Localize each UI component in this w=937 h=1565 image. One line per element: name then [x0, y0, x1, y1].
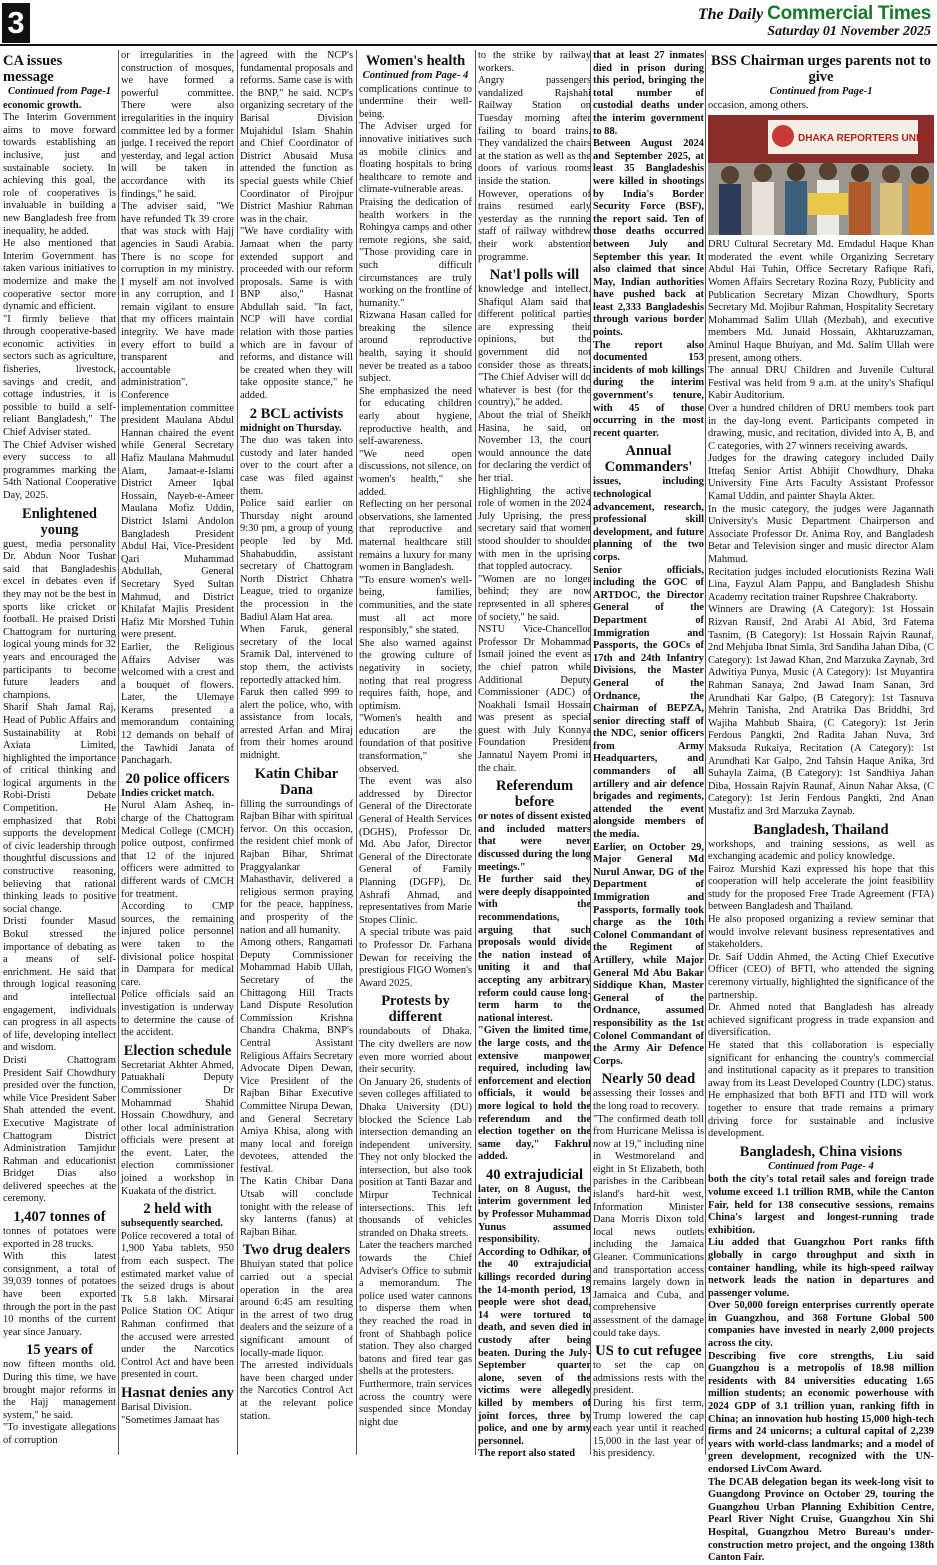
headline-bangladesh-china: Bangladesh, China visions	[739, 1143, 903, 1160]
paragraph: filling the surroundings of Rajban Bihar with spiritual fervor. On this occasion, the resident chief monk of Rajban Bihar, Shrimat Praggyalankar Mahasthavir, delivered a religious sermon praying for the peace, happiness, and prosperity of the nation and all humanity.	[240, 798, 353, 936]
column-divider	[356, 50, 357, 1455]
headline-election-schedule: Election schedule	[123, 1042, 232, 1059]
paragraph: workshops, and training sessions, as well as exchanging academic and policy knowledge.	[708, 838, 934, 863]
headline-bss-chairman: BSS Chairman urges parents not to give	[710, 53, 932, 85]
paragraph: Among others, Rangamati Deputy Commissioner Mohammad Habib Ullah, Secretary of the Chittagong Hill Tracts Land Dispute Resolution Commission Krishna Chandra Chakma, BNP's Central Assistant Religious Affairs Secretary Advocate Dipen Dewan, Vice President of the Rajban Bihar Executive Committee Nirupa Dewan, and General Secretary Amiya Khisa, along with many local and foreign devotees, attended the festival.	[240, 937, 353, 1175]
headline-protests: Protests by different	[381, 993, 450, 1026]
paragraph: The Interim Government aims to move forward towards establishing an inclusive, just and sustainable society. In achieving this goal, the role of cooperatives is invaluable in building a new Bangladesh free from inequality, he added.	[3, 112, 116, 237]
paragraph: Angry passengers vandalized Rajshahi Railway Station on Tuesday morning after failing to board trains. They vandalized the chairs at the station as well as the doors of various rooms inside the station.	[478, 75, 591, 187]
bold-section	[478, 1184, 591, 1461]
photo-banner-text: DHAKA REPORTERS UNITY	[798, 133, 932, 145]
column-7	[708, 50, 934, 1564]
paragraph: Senior officials, including the GOC of ARTDOC, the Director General of the Department of Immigration and Passports, the GOCs of 17th and 24th Infantry Divisions, the Master General of the Ordnance, the Chairman of BEPZA, senior directing staff of the NDC, senior officers from Army Headquarters, and commanders of all artillery and air defence brigades and regiments, attended the event alongside members of the media.	[593, 564, 704, 841]
paragraph: When Faruk, general secretary of the local Sramik Dal, intervened to stop them, the activists reportedly attacked him.	[240, 624, 353, 686]
paragraph: or irregularities in the construction of mosques, we have formed a powerful committee. There were also irregularities in the inquiry committee led by a former judge. I received the report yesterday, and legal action will be taken in accordance with its findings," he said.	[121, 50, 234, 200]
paragraph: Nurul Alam Asheq, in-charge of the Chattogram Medical College (CMCH) police outpost, confirmed that 12 of the injured officers were admitted to different wards of CMCH for treatment.	[121, 800, 234, 900]
paragraph: The Adviser urged for innovative initiatives such as mobile clinics and floating hospitals to bring healthcare to remote and climate-vulnerable areas.	[359, 121, 472, 196]
headline-potato-export: 1,407 tonnes of	[13, 1209, 106, 1226]
paragraph: Secretariat Akhter Ahmed, Patuakhali Deputy Commissioner Dr Mohammad Shahid Hossain Chowdhury, and other local administration officials were present at the event. Later, the election commissioner joined a workshop in Kuakata of the district.	[121, 1059, 234, 1197]
article-lead: midnight on Thursday.	[240, 422, 342, 434]
paragraph: She emphasized the need for educating children early about hygiene, reproductive health, and self-awareness.	[359, 385, 472, 448]
headline-bangladesh-thailand: Bangladesh, Thailand	[753, 821, 889, 838]
paragraph: The Katin Chibar Dana Utsab will conclude tonight with the release of sky lanterns (fanus) at Rajban Bihar.	[240, 1176, 353, 1238]
article-lead: economic growth.	[3, 99, 82, 111]
issue-date: Saturday 01 November 2025	[767, 24, 931, 39]
paragraph: Earlier, on October 29, Major General Md Nurul Anwar, DG of the Department of Immigration and Passports, formally took charge as the 10th Colonel Commandant of the Regiment of Artillery, while Major General Md Abu Bakar Siddique Khan, Master General of the Ordnance, assumed responsibility as the 1st Colonel Commandant of the Army Air Defence Corps.	[593, 841, 704, 1067]
paragraph: agreed with the NCP's fundamental proposals and reforms. Same case is with the BNP," he said. NCP's organizing secretary of the Barisal Division Mujahidul Islam Shahin and Chief Coordinator of District Abusaid Musa attended the function as special guests while Chief Coordinator of Pirojpur District Mashiur Rahman was in the chair.	[240, 50, 353, 225]
paragraph: Conference implementation committee president Maulana Abdul Hannan chaired the event while General Secretary Hafiz Maulana Mahmudul Alam, Jamaat-e-Islami District Ameer Iqbal Hossain, Nayeb-e-Ameer Maulana Mofiz Uddin, District Islami Andolon Bangladesh President Abdul Hai, Vice-President Qari Muhammad Abdullah, General Secretary Syed Sultan Mahmud, and District Khilafat Majlis President Hafiz Mir Morshed Tuhin were present.	[121, 390, 234, 641]
paragraph: to set the cap on admissions rests with the president.	[593, 1360, 704, 1397]
paragraph: The annual DRU Children and Juvenile Cultural Festival was held from 9 a.m. at the unity's Shafiqul Kabir Auditorium.	[708, 365, 934, 402]
paragraph: About the trial of Sheikh Hasina, he said, on November 13, the court would announce the date for declaring the verdict of her trial.	[478, 410, 591, 484]
paragraph: Over 50,000 foreign enterprises currently operate in Guangzhou, and 368 Fortune Global 500 companies have invested in nearly 2,000 projects across the city.	[708, 1300, 934, 1350]
paragraph: Dr. Saif Uddin Ahmed, the Acting Chief Executive Officer (CEO) of BFTI, who attended the signing ceremony virtually, highlighted the significance of the partnership.	[708, 951, 934, 1001]
column-6	[593, 50, 704, 1460]
bold-section	[708, 1174, 934, 1564]
headline-40-extrajudicial: 40 extrajudicial	[485, 1166, 584, 1183]
paragraph: guest, media personality Dr. Abdun Noor Tushar said that Bangladeshis excel in debates even if they may not be the best in sports like cricket or football. He praised Dristi Chattogram for nurturing logical young minds for 32 years and encouraged the participants to become future leaders and champions.	[3, 538, 116, 701]
paragraph: "Given the limited time, the large costs, and the extensive manpower required, including law enforcement and election officials, it would be more logical to hold the referendum and the election together on the same day," Fakhrul added.	[478, 1025, 591, 1163]
paragraph: Recitation judges included elocutionists Rezina Wali Lina, Fayzul Alam Pappu, and Bangladesh Shishu Academy recitation trainer Rupshree Chakraborty.	[708, 566, 934, 603]
paragraph: In the music category, the judges were Jagannath University's Music Department Chairperson and Associate Professor Dr. Anima Roy, and Bangladesh Betar and Television singer and music director Alam Mahmud.	[708, 503, 934, 566]
paragraph: Winners are Drawing (A Category): 1st Hossain Rizvan Rausif, 2nd Arabi Al Abid, 3rd Fatema Tasnim, (B Category): 1st Hossain Rajvin Raunaf, 2nd Mehjuba Ibnat Simla, 3rd Sandiha Jahan Diba, (C Category): 1st Jawad Khan, 2nd Marzuka Zaynab, 3rd Adwitiya Punya, Music (A Category): 1st Muyantira Rahman Sanaya, 2nd Jawad Inam Sanan, 3rd Arundhati Kar Galpo, (B Category): 1st Tasnuva Mehrin Tanisha, 2nd Aratrika Das Briddhi, 3rd Wajiha Mahbub Shaira, (C Category): 1st Jerin Ferdous Pangkti, 2nd Radita Jahan Nuva, 3rd Maksuda Rukaiya, Recitation (A Category): 1st Arundhati Kar Galpo, 2nd Tahsin Haque Anika, 3rd Suhayla Zaima, (B Category): 1st Sandhiya Jahan Diba, Hossain Rajvin Raunaf, Ainun Nahar Aksa, (C Category): 1st Jerin Ferdous Pangkti, 2nd Anan Mustafiz and 3rd Marzuka Zaynab.	[708, 604, 934, 817]
paragraph: knowledge and intellect. Shafiqul Alam said that different political parties are expressing their opinions, but the government did not consider those as threats. "The Chief Adviser will do whatever is best (for the country)," he added.	[478, 284, 591, 409]
paragraph: The arrested individuals have been charged under the Narcotics Control Act at the relevant police station.	[240, 1360, 353, 1422]
paragraph: With this latest consignment, a total of 39,039 tonnes of potatoes have been exported through the port in the past 10 months of the current year since January.	[3, 1251, 116, 1338]
paragraph: DRU Cultural Secretary Md. Emdadul Haque Khan moderated the event while Organizing Secretary Abdul Hai Tuhin, Office Secretary Rafique Rafi, Women Affairs Secretary Rozina Rozy, Publicity and Publication Secretary Mizan Chowdhury, Sports Secretary Md. Mojibur Rahman, Hospitality Secretary Mohammad Salim Ullah (Mezbah), and executive members Md. Junaid Hossain, Akhtaruzzaman, Aminul Haque Bhuiyan, and Md. Salim Ullah were present, among others.	[708, 239, 934, 364]
headline-annual-commanders: Annual Commanders'	[604, 443, 693, 476]
bold-section	[593, 476, 704, 1068]
column-divider	[590, 50, 591, 1455]
paragraph: now fifteen months old. During this time, we have brought major reforms in the Hajj management system," he said.	[3, 1359, 116, 1421]
headline-hasnat-denies: Hasnat denies any	[121, 1384, 234, 1401]
paragraph: Rizwana Hasan called for breaking the silence around reproductive health, saying it should never be treated as a taboo subject.	[359, 310, 472, 385]
column-divider	[237, 50, 238, 1455]
paragraph: roundabouts of Dhaka. The city dwellers are now even more worried about their security.	[359, 1026, 472, 1076]
column-divider	[475, 50, 476, 1455]
paragraph: The event was also addressed by Director General of the Directorate General of Health Services (DGHS), Professor Dr. Md. Abu Jafor, Director General of the Directorate General of Family Planning (DGFP), Dr. Ashrafi Ahmad, and representatives from Marie Stopes Clinic.	[359, 776, 472, 926]
headline-nearly-50-dead: Nearly 50 dead	[601, 1071, 696, 1088]
bold-section	[593, 50, 704, 440]
paragraph: Later the teachers marched towards the Chief Adviser's Office to submit a memorandum. The police used water cannons to disperse them when they reached the road in front of Shahbagh police station. They also charged batons and fired tear gas shells at the protesters.	[359, 1240, 472, 1378]
paragraph: Dristi Chattogram President Saif Chowdhury presided over the function, while Vice President Saber Shah attended the event. Executive Magistrate of Chattogram District Administration Tamjidur Rahman and educationist Bridget Dias also delivered speeches at the ceremony.	[3, 1054, 116, 1205]
paragraph: The report also documented 153 incidents of mob killings during the interim government's tenure, with 45 of those occurring in the most recent quarter.	[593, 339, 704, 439]
column-divider	[118, 50, 119, 1455]
headline-15-years: 15 years of	[26, 1342, 93, 1359]
paragraph: The DCAB delegation began its week-long visit to Guangdong Province on October 29, touring the Guangzhou Urban Planning Exhibition Centre, Pearl River Night Cruise, Guangzhou Xin Shi Hospital, Guangzhou Metro Bureau's under-construction metro project, and the ongoing 138th Canton Fair.	[708, 1476, 934, 1564]
paragraph: He further said they were deeply disappointed with the recommendations, arguing that such proposals would divide the nation instead of uniting it and that accepting any arbitrary reform could cause long-term harm to the national interest.	[478, 874, 591, 1024]
paragraph: Bhuiyan stated that police carried out a special operation in the area around 6:45 am resulting in the arrest of two drug dealers and the seizure of a significant amount of locally-made liquor.	[240, 1259, 353, 1359]
paragraph: She also warned against the growing culture of negativity in society, noting that real progress requires faith, hope, and optimism.	[359, 637, 472, 712]
paragraph: complications continue to undermine their well-being.	[359, 83, 472, 120]
paragraph: Police officials said an investigation is underway to determine the cause of the accident.	[121, 989, 234, 1039]
paragraph: "Women are no longer behind; they are now represented in all spheres of society," he said.	[478, 573, 591, 623]
paragraph: "Sometimes Jamaat has	[121, 1414, 220, 1426]
paragraph: The adviser said, "We have refunded Tk 39 crore that was stuck with Hajj agencies in Saudi Arabia. There is no scope for corruption in my ministry. I myself am not involved in any corruption, and I remain vigilant to ensure that my officers maintain integrity. We have made every effort to build a transparent and accountable administration".	[121, 201, 234, 389]
column-4	[359, 50, 472, 1455]
paragraph: "Women's health and education are the foundation of that positive transformation," she observed.	[359, 713, 472, 775]
paragraph: According to CMP sources, the remaining injured police personnel were taken to the divisional police hospital in Dampara for medical care.	[121, 901, 234, 988]
continued-note: Continued from Page- 4	[362, 70, 469, 81]
headline-us-refugee: US to cut refugee	[595, 1343, 702, 1360]
paragraph: Liu added that Guangzhou Port ranks fifth globally in cargo throughput and sixth in container handling, while its high-speed railway network leads the nation in departures and passenger volume.	[708, 1237, 934, 1299]
headline-ca-issues-message: CA issues message	[3, 53, 63, 85]
event-photo-illustration	[708, 115, 934, 235]
brand-daily: The Daily	[697, 6, 764, 23]
paragraph: Barisal Division.	[121, 1401, 192, 1413]
bold-section	[478, 811, 591, 1164]
paragraph: Furthermore, train services across the country were suspended since Monday night due	[359, 1378, 472, 1428]
column-2	[121, 50, 234, 1455]
paragraph: The report also stated	[478, 1448, 576, 1460]
paragraph: The Chief Adviser wished every success to all programmes marking the 54th National Cooperative Day, 2025.	[3, 439, 116, 501]
paragraph: issues, including technological advancement, research, professional skill development, and future planning of the two corps.	[593, 476, 704, 563]
paragraph: that at least 27 inmates died in prison during this period, bringing the total number of custodial deaths under the interim government to 88.	[593, 50, 704, 137]
continued-note: Continued from Page-1	[8, 86, 111, 97]
paragraph: A special tribute was paid to Professor Dr. Farhana Dewan for receiving the prestigious FIGO Women's Award 2025.	[359, 927, 472, 989]
paragraph: or notes of dissent existed and included matters that were never discussed during the long meetings."	[478, 811, 591, 873]
paragraph: tonnes of potatoes were exported in 28 trucks.	[3, 1226, 116, 1250]
brand-name: Commercial Times	[767, 3, 931, 24]
paragraph: later, on 8 August, the interim government led by Professor Muhammad Yunus assumed responsibility.	[478, 1183, 591, 1246]
headline-womens-health: Women's health	[365, 53, 466, 69]
continued-note: Continued from Page-1	[769, 86, 873, 97]
paragraph: "To investigate allegations of corruption	[3, 1422, 116, 1446]
headline-natl-polls: Nat'l polls will	[489, 267, 580, 284]
column-5	[478, 50, 591, 1460]
column-1	[3, 50, 116, 1455]
headline-referendum: Referendum before	[495, 778, 574, 811]
headline-katin-chibar-dana: Katin Chibar Dana	[254, 765, 339, 798]
paragraph: Between August 2024 and September 2025, at least 35 Bangladeshis were killed in shootings by India's Border Security Force (BSF), the report said. Ten of those deaths occurred between July and September this year. It also claimed that since May, Indian authorities have pushed back at least 2,333 Bangladeshis through various border points.	[593, 138, 704, 339]
event-photo	[708, 115, 934, 235]
headline-2-bcl-activists: 2 BCL activists	[249, 405, 344, 422]
paragraph: Fairoz Murshid Kazi expressed his hope that this cooperation will help accelerate the joint feasibility study for the proposed Free Trade Agreement (FTA) between Bangladesh and Thailand.	[708, 863, 934, 913]
paragraph: both the city's total retail sales and foreign trade volume exceed 1.1 trillion RMB, while the Canton Fair, held for 138 consecutive sessions, remains China's largest and longest-running trade exhibition.	[708, 1174, 934, 1236]
paragraph: Dr. Ahmed noted that Bangladesh has already achieved significant progress in trade expansion and diversification.	[708, 1002, 934, 1039]
paragraph: Earlier, the Religious Affairs Adviser was welcomed with a crest and a bouquet of flowers. Later, the Ulemaye Kerams presented a memorandum containing 12 demands on behalf of the Tawhidi Janata of Panchagarh.	[121, 641, 234, 767]
paragraph: Reflecting on her personal observations, she lamented that reproductive and maternal healthcare still remains a luxury for many women in Bangladesh.	[359, 499, 472, 574]
paragraph: Praising the dedication of health workers in the Rohingya camps and other remote regions, she said, "Those providing care in such difficult circumstances are truly working on the frontline of humanity."	[359, 196, 472, 309]
paragraph: "We need open discussions, not silence, on women's health," she added.	[359, 448, 472, 498]
masthead-rule	[0, 44, 937, 46]
paragraph: assessing their losses and the long road to recovery.	[593, 1088, 704, 1112]
paragraph: Faruk then called 999 to alert the police, who, with assistance from locals, arrested Arfan and Miraj from their homes around midnight.	[240, 687, 353, 762]
newspaper-brand	[698, 3, 931, 25]
article-lead: subsequently searched.	[121, 1218, 223, 1230]
masthead	[0, 0, 937, 47]
paragraph: However, operations of trains resumed early yesterday as the running staff of railway withdrew their work abstention programme.	[478, 188, 591, 263]
paragraph: to the strike by railway workers.	[478, 50, 591, 74]
paragraph: "I firmly believe that through cooperative-based economic activities in sectors such as agriculture, fisheries, livestock, savings and credit, and cottage industries, it is possible to build a self-reliant Bangladesh," The Chief Adviser stated.	[3, 313, 116, 439]
paragraph: "To ensure women's well-being, families, communities, and the state must all act more responsibly," she stated.	[359, 574, 472, 637]
paragraph: Over a hundred children of DRU members took part in the day-long event. Participants competed in drawing, music, and recitation, divided into A, B, and C categories, with 27 winners receiving awards.	[708, 402, 934, 452]
headline-two-drug-dealers: Two drug dealers	[242, 1242, 351, 1259]
paragraph: He also mentioned that Interim Government has taken various initiatives to modernize and make the cooperative sector more dynamic and efficient.	[3, 238, 116, 313]
paragraph: NSTU Vice-Chancellor Professor Dr Mohammad Ismail joined the event as the chief patron while Additional Deputy Commissioner (ADC) of Noakhali Ismail Hossain was present as special guest with July Konnya Foundation President Jannatul Nayem Promi in the chair.	[478, 624, 591, 774]
column-3	[240, 50, 353, 1455]
column-divider	[705, 50, 706, 1455]
paragraph: Police said earlier on Thursday night around 9:30 pm, a group of young people led by Md. Shahabuddin, assistant secretary of Chattogram North District Chhatra League, tried to organize the procession in the Badiul Alam Hat area.	[240, 498, 353, 623]
paragraph: Judges for the drawing category included Daily Ittefaq Senior Artist Abhijit Chowdhury, Dhaka University Fine Arts Faculty Assistant Professor Kamal Uddin, and painter Shayla Akter.	[708, 453, 934, 503]
continued-note: Continued from Page- 4	[768, 1160, 874, 1172]
paragraph: Police recovered a total of 1,900 Yaba tablets, 950 from each suspect. The estimated market value of the seized drugs is about Tk 5.8 lakh. Mirsarai Police Station OC Atiqur Rahman confirmed that the accused were arrested under the Narcotics Control Act and have been presented in court.	[121, 1230, 234, 1381]
paragraph: "We have cordiality with Jamaat when the party extended support and proceeded with our reform proposals. Same is with BNP also," Hasnat Abdullah said. "In fact, NCP will have cordial relation with those parties which are in favour of reforms, and distance will be created when they will take opposite stance," he added.	[240, 226, 353, 402]
paragraph: Describing five core strengths, Liu said Guangzhou is a metropolis of 18.98 million residents with 84 universities educating 1.65 million students; an economic powerhouse with 2024 GDP of 3.1 trillion yuan, ranking fifth in China; an innovation hub hosting 15,000 high-tech firms and 24 unicorns; a cultural capital of 2,239 years with world-class landmarks; and a model of green development, recognized with the UN-endorsed LivCom Award.	[708, 1350, 934, 1475]
paragraph: Sharif Shah Jamal Raj, Head of Public Affairs and Sustainability at Robi Axiata Limited, highlighted the importance of critical thinking and logical arguments in the Robi-Dristi Debate Competition. He emphasized that Robi supports the development of civic leadership through thoughtful discussions and constructive reasoning, believing that rational thinking leads to positive social change.	[3, 702, 116, 915]
paragraph: He also proposed organizing a review seminar that would involve relevant business representatives and stakeholders.	[708, 914, 934, 951]
paragraph: Highlighting the active role of women in the 2024 July Uprising, the press secretary said that women stood shoulder to shoulder with men in the uprising that toppled autocracy.	[478, 485, 591, 573]
headline-2-held-with: 2 held with	[143, 1201, 212, 1218]
paragraph: According to Odhikar, of the 40 extrajudicial killings recorded during the 14-month period, 19 people were shot dead, 14 were tortured to death, and seven died in custody after being beaten. During the July-September quarter alone, seven of the victims were allegedly killed by members of joint forces, three by police, and one by army personnel.	[478, 1246, 591, 1447]
paragraph: occasion, among others.	[708, 99, 809, 111]
page-number: 3	[2, 3, 30, 43]
paragraph: During his first term, Trump lowered the cap each year until it reached 15,000 in the last year of his presidency.	[593, 1397, 704, 1460]
paragraph: He stated that this collaboration is especially significant for enhancing the country's commercial and institutional capacity as it prepares to transition away from its Least Developed Country (LDC) status. He emphasized that both BFTI and ITD will work together to ensure that trade remains a primary driving force for sustainable and inclusive development.	[708, 1040, 934, 1140]
paragraph: Dristi founder Masud Bokul stressed the importance of debating as a means of self-enrichment. He said that through logical reasoning and intellectual engagement, individuals can progress in all aspects of life, developing intellect and wisdom.	[3, 916, 116, 1054]
page-columns	[0, 50, 937, 1564]
headline-enlightened-young: Enlightened young	[22, 505, 97, 538]
article-lead: Indies cricket match.	[121, 787, 215, 799]
headline-20-police-officers: 20 police officers	[125, 770, 230, 787]
paragraph: The duo was taken into custody and later handed over to the court after a case was filed against them.	[240, 435, 353, 497]
paragraph: "The confirmed death toll from Hurricane Melissa is now at 19," including nine in Westmoreland and eight in St Elizabeth, both parishes in the Caribbean island's hard-hit west, Information Minister Dana Morris Dixon told local news outlets including the Jamaica Gleaner. Communications and transportation access remains largely down in Jamaica and Cuba, and comprehensive assessment of the damage could take days.	[593, 1113, 704, 1339]
paragraph: On January 26, students of seven colleges affiliated to Dhaka University (DU) blocked the Science Lab intersection demanding an independent university. They not only blocked the intersection, but also took position at Tanti Bazar and Mirpur Technical intersections. This left thousands of vehicles stranded on Dhaka streets.	[359, 1076, 472, 1239]
